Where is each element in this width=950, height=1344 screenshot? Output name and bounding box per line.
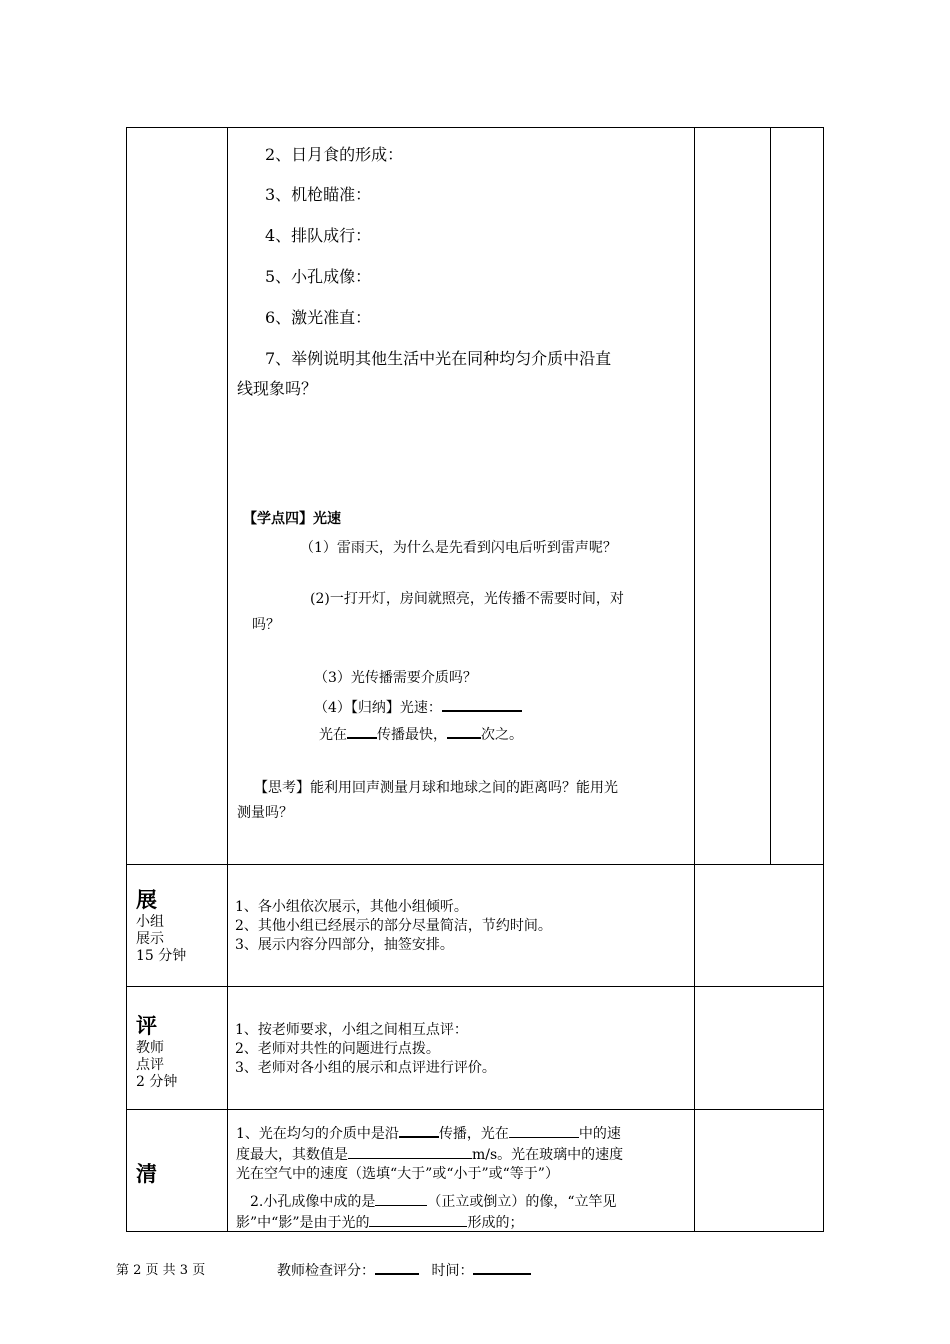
row-label-qing: 清 [136, 1161, 157, 1186]
fill-text: 光在 [319, 727, 347, 743]
fill-text: 传播最快， [377, 727, 447, 743]
question-4-label: （4）【归纳】光速： [314, 700, 442, 716]
question-2-cont: 吗？ [252, 617, 280, 633]
section-heading: 【学点四】光速 [243, 511, 341, 527]
exercise-text: 度最大，其数值是 [236, 1147, 348, 1163]
blank [375, 1191, 427, 1206]
page-number: 第 2 页 共 3 页 [116, 1263, 206, 1278]
list-item: 2、日月食的形成： [265, 145, 404, 164]
list-item: 2、其他小组已经展示的部分尽量简洁，节约时间。 [235, 918, 552, 934]
row-divider-1 [126, 864, 824, 865]
list-item: 1、各小组依次展示，其他小组倾听。 [235, 899, 468, 915]
exercise-line [236, 1122, 623, 1144]
list-item: 5、小孔成像： [265, 267, 372, 286]
list-item: 7、举例说明其他生活中光在同种均匀介质中沿直 [265, 349, 612, 368]
list-item: 3、机枪瞄准： [265, 185, 372, 204]
row-label-zhan [136, 884, 186, 965]
table-border-left [126, 127, 127, 1232]
zhan-content [235, 898, 552, 955]
col-divider-2 [694, 127, 695, 1232]
exercise-text: （正立或倒立）的像，“立竿见 [427, 1194, 617, 1210]
teacher-check [277, 1259, 531, 1280]
question-4-fill [319, 723, 523, 744]
blank [442, 696, 522, 712]
question-4 [314, 696, 522, 717]
score-label: 教师检查评分： [277, 1263, 375, 1279]
exercise-text: m/s。光在玻璃中的速度 [472, 1147, 624, 1163]
list-item: 3、老师对各小组的展示和点评进行评价。 [235, 1060, 496, 1076]
blank [509, 1123, 579, 1138]
time-blank [473, 1259, 531, 1275]
row-divider-2 [126, 986, 824, 987]
exercise-line [236, 1191, 623, 1212]
list-item: 2、老师对共性的问题进行点拨。 [235, 1041, 440, 1057]
think-question: 【思考】能利用回声测量月球和地球之间的距离吗？能用光 [254, 780, 618, 796]
row-char: 评 [136, 1013, 157, 1038]
row-sub: 小组 [136, 914, 164, 930]
exercise-text: 传播，光在 [438, 1126, 509, 1142]
exercise-text: 影”中“影”是由于光的 [236, 1215, 370, 1231]
blank [348, 1144, 472, 1159]
fill-text: 次之。 [481, 727, 523, 743]
list-item: 4、排队成行： [265, 226, 372, 245]
blank [447, 723, 481, 739]
row-label-ping [136, 1010, 177, 1091]
row-sub: 展示 [136, 931, 164, 947]
row-sub: 点评 [136, 1057, 164, 1073]
blank [399, 1122, 439, 1138]
col-divider-3 [770, 127, 771, 865]
blank [369, 1212, 467, 1227]
score-blank [375, 1259, 419, 1275]
exercise-line: 光在空气中的速度（选填“大于”或“小于”或“等于”） [236, 1166, 559, 1182]
table-border-top [126, 127, 824, 128]
exercise-line [236, 1212, 623, 1233]
question-2: (2)一打开灯，房间就照亮，光传播不需要时间，对 [310, 591, 624, 607]
list-item: 3、展示内容分四部分，抽签安排。 [235, 937, 454, 953]
exercise-line [236, 1144, 623, 1165]
exercise-text: 1、光在均匀的介质中是沿 [236, 1126, 399, 1142]
row-sub: 教师 [136, 1040, 164, 1056]
time-label: 时间： [431, 1263, 474, 1279]
exercise-text: 形成的； [467, 1215, 524, 1231]
exercise-text: 中的速 [578, 1126, 621, 1142]
row-divider-3 [126, 1109, 824, 1110]
list-item: 线现象吗？ [237, 379, 318, 398]
question-3: （3）光传播需要介质吗？ [314, 670, 477, 686]
ping-content [235, 1021, 496, 1078]
row-char: 展 [136, 887, 157, 912]
qing-content [236, 1122, 623, 1233]
list-item: 6、激光准直： [265, 308, 372, 327]
blank [347, 723, 377, 739]
row-sub: 15 分钟 [136, 948, 187, 964]
think-question-cont: 测量吗？ [237, 805, 293, 821]
row-sub: 2 分钟 [136, 1074, 178, 1090]
list-item: 1、按老师要求，小组之间相互点评： [235, 1022, 468, 1038]
col-divider-1 [227, 127, 228, 1232]
question-1: （1）雷雨天，为什么是先看到闪电后听到雷声呢？ [300, 540, 617, 556]
exercise-text: 2.小孔成像中成的是 [250, 1194, 376, 1210]
table-border-right [823, 127, 824, 1232]
